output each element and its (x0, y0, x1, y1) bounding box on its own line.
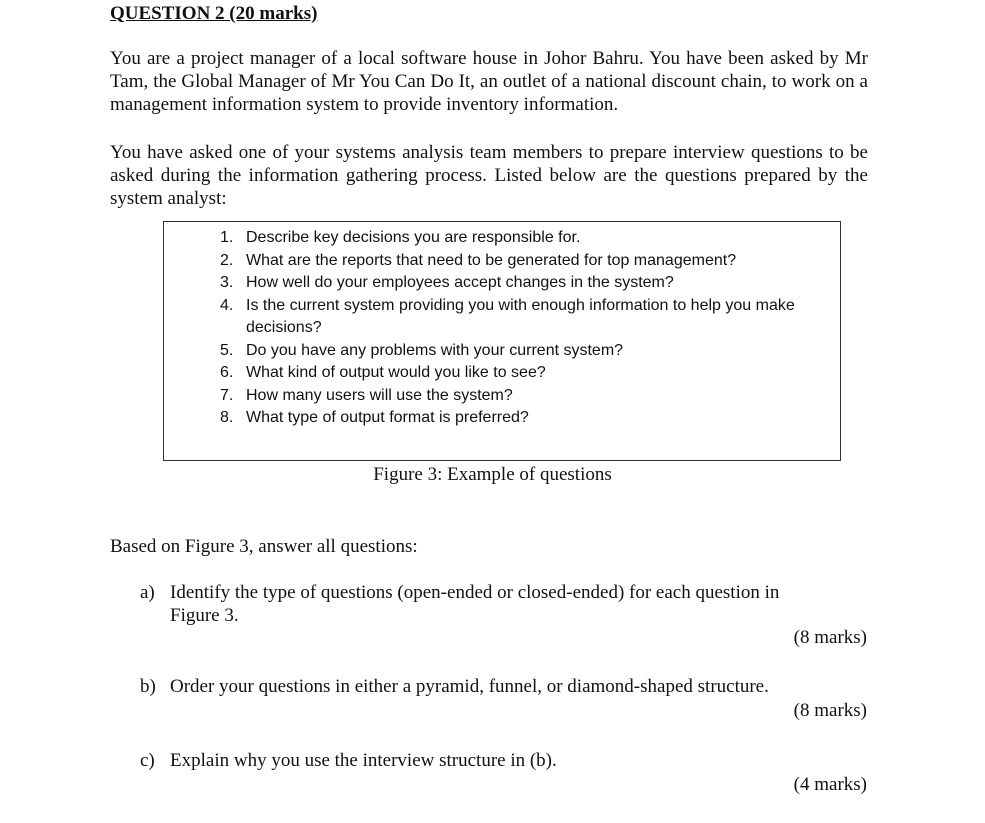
sub-question-label: c) (140, 750, 155, 771)
question-number: 3. (220, 274, 234, 291)
interview-question-list (220, 227, 820, 430)
list-item (220, 362, 820, 385)
sub-question-c (140, 749, 830, 772)
question-number: 7. (220, 386, 234, 404)
list-item (220, 250, 820, 273)
marks-label: (8 marks) (793, 700, 867, 721)
question-text: Is the current system providing you with enough information to help you make decisions? (246, 296, 795, 336)
sub-question-b (140, 675, 830, 698)
question-number: 6. (220, 364, 234, 381)
intro-paragraph: You are a project manager of a local software house in Johor Bahru. You have been asked by Mr Tam, the Global Manager of Mr You Can Do It, an outlet of a national discount chain, to work on a management information system to provide inventory information. (110, 48, 868, 115)
question-number: 2. (220, 251, 234, 269)
figure-caption: Figure 3: Example of questions (373, 464, 612, 485)
instruction-text: Based on Figure 3, answer all questions: (110, 536, 418, 557)
marks-label: (4 marks) (793, 774, 867, 795)
question-text: How many users will use the system? (246, 386, 513, 404)
question-text: Do you have any problems with your current system? (246, 341, 624, 359)
context-paragraph: You have asked one of your systems analysis team members to prepare interview questions to be asked during the information gathering process. Listed below are the questions prepared by the system analyst: (110, 142, 868, 209)
question-number: 4. (220, 296, 234, 314)
sub-question-text: Order your questions in either a pyramid, funnel, or diamond-shaped structure. (170, 676, 769, 697)
list-item (220, 272, 820, 295)
question-text: How well do your employees accept changes in the system? (246, 274, 674, 291)
question-number: 5. (220, 341, 234, 359)
marks-label: (8 marks) (793, 627, 867, 648)
question-heading: QUESTION 2 (20 marks) (110, 3, 318, 24)
list-item (220, 227, 820, 250)
question-text: Describe key decisions you are responsible for. (246, 229, 581, 246)
sub-question-label: a) (140, 582, 155, 603)
list-item (220, 385, 820, 408)
sub-question-a (140, 581, 830, 627)
question-number: 1. (220, 229, 234, 246)
sub-question-text: Explain why you use the interview structure in (b). (170, 750, 557, 771)
list-item (220, 407, 820, 430)
question-text: What are the reports that need to be generated for top management? (246, 251, 737, 269)
list-item (220, 340, 820, 363)
question-text: What type of output format is preferred? (246, 409, 529, 426)
sub-question-label: b) (140, 676, 156, 697)
sub-question-text: Identify the type of questions (open-ended or closed-ended) for each question in Figure 3. (170, 582, 780, 626)
list-item (220, 295, 820, 340)
question-text: What kind of output would you like to see? (246, 364, 546, 381)
question-number: 8. (220, 409, 234, 426)
